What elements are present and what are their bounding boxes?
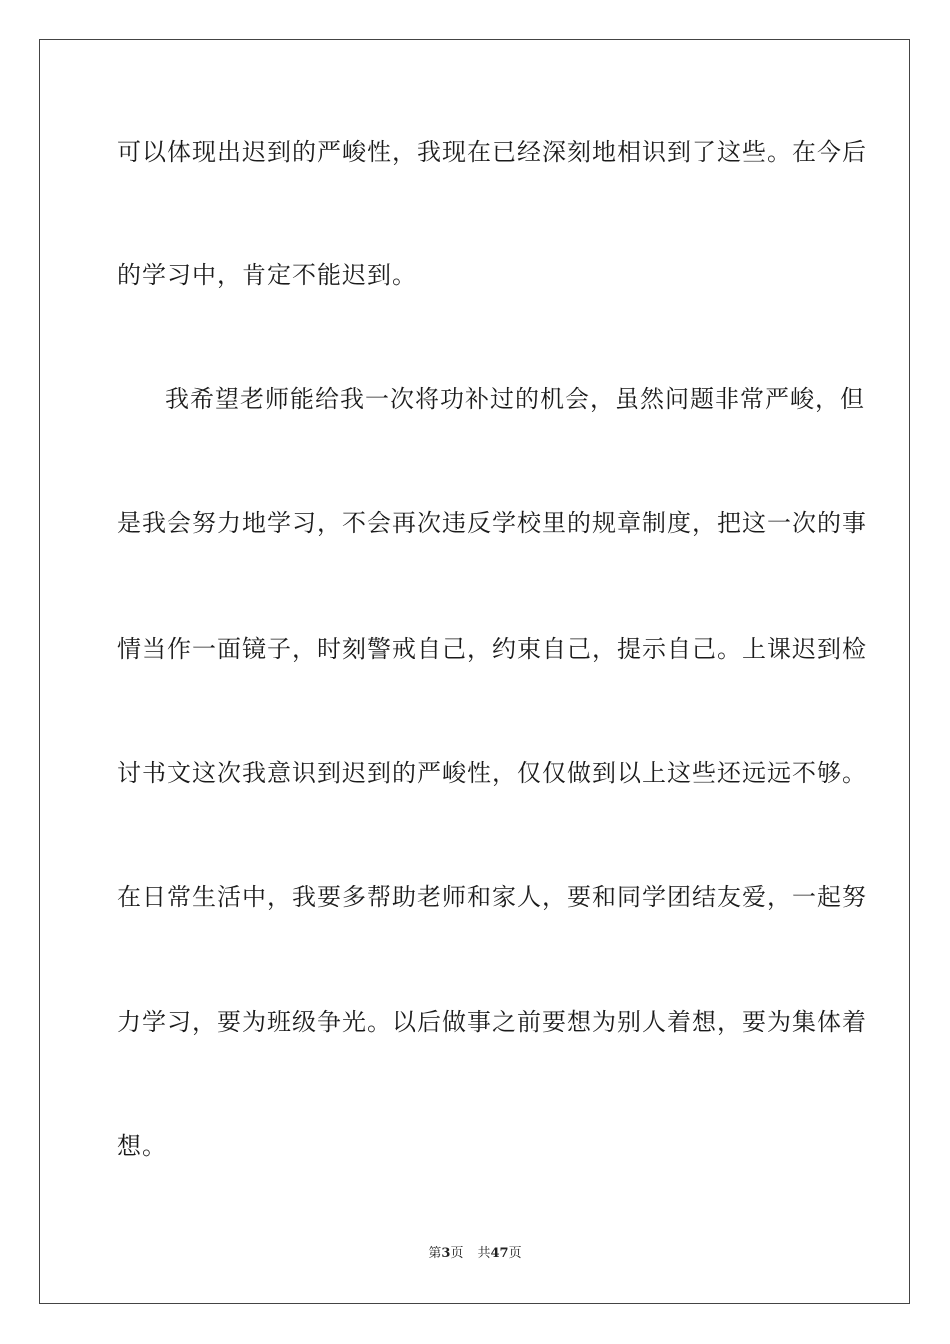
text-line: 可以体现出迟到的严峻性，我现在已经深刻地相识到了这些。在今后 <box>117 138 867 166</box>
text-line: 想。 <box>117 1132 167 1160</box>
text-line: 是我会努力地学习，不会再次违反学校里的规章制度，把这一次的事 <box>117 509 867 537</box>
page-footer <box>0 1246 950 1262</box>
page-number: 3 <box>441 1246 451 1261</box>
page-prefix: 第 <box>428 1246 442 1261</box>
page-border <box>39 39 910 1304</box>
text-line: 的学习中，肯定不能迟到。 <box>117 261 417 289</box>
total-prefix: 共 <box>477 1246 491 1261</box>
total-pages: 47 <box>490 1246 509 1261</box>
text-line: 讨书文这次我意识到迟到的严峻性，仅仅做到以上这些还远远不够。 <box>117 759 867 787</box>
text-line: 情当作一面镜子，时刻警戒自己，约束自己，提示自己。上课迟到检 <box>117 635 867 663</box>
text-line: 力学习，要为班级争光。以后做事之前要想为别人着想，要为集体着 <box>117 1008 867 1036</box>
page-suffix: 页 <box>450 1246 464 1261</box>
text-line: 在日常生活中，我要多帮助老师和家人，要和同学团结友爱，一起努 <box>117 883 867 911</box>
text-line: 我希望老师能给我一次将功补过的机会，虽然问题非常严峻，但 <box>165 385 865 413</box>
total-suffix: 页 <box>508 1246 522 1261</box>
